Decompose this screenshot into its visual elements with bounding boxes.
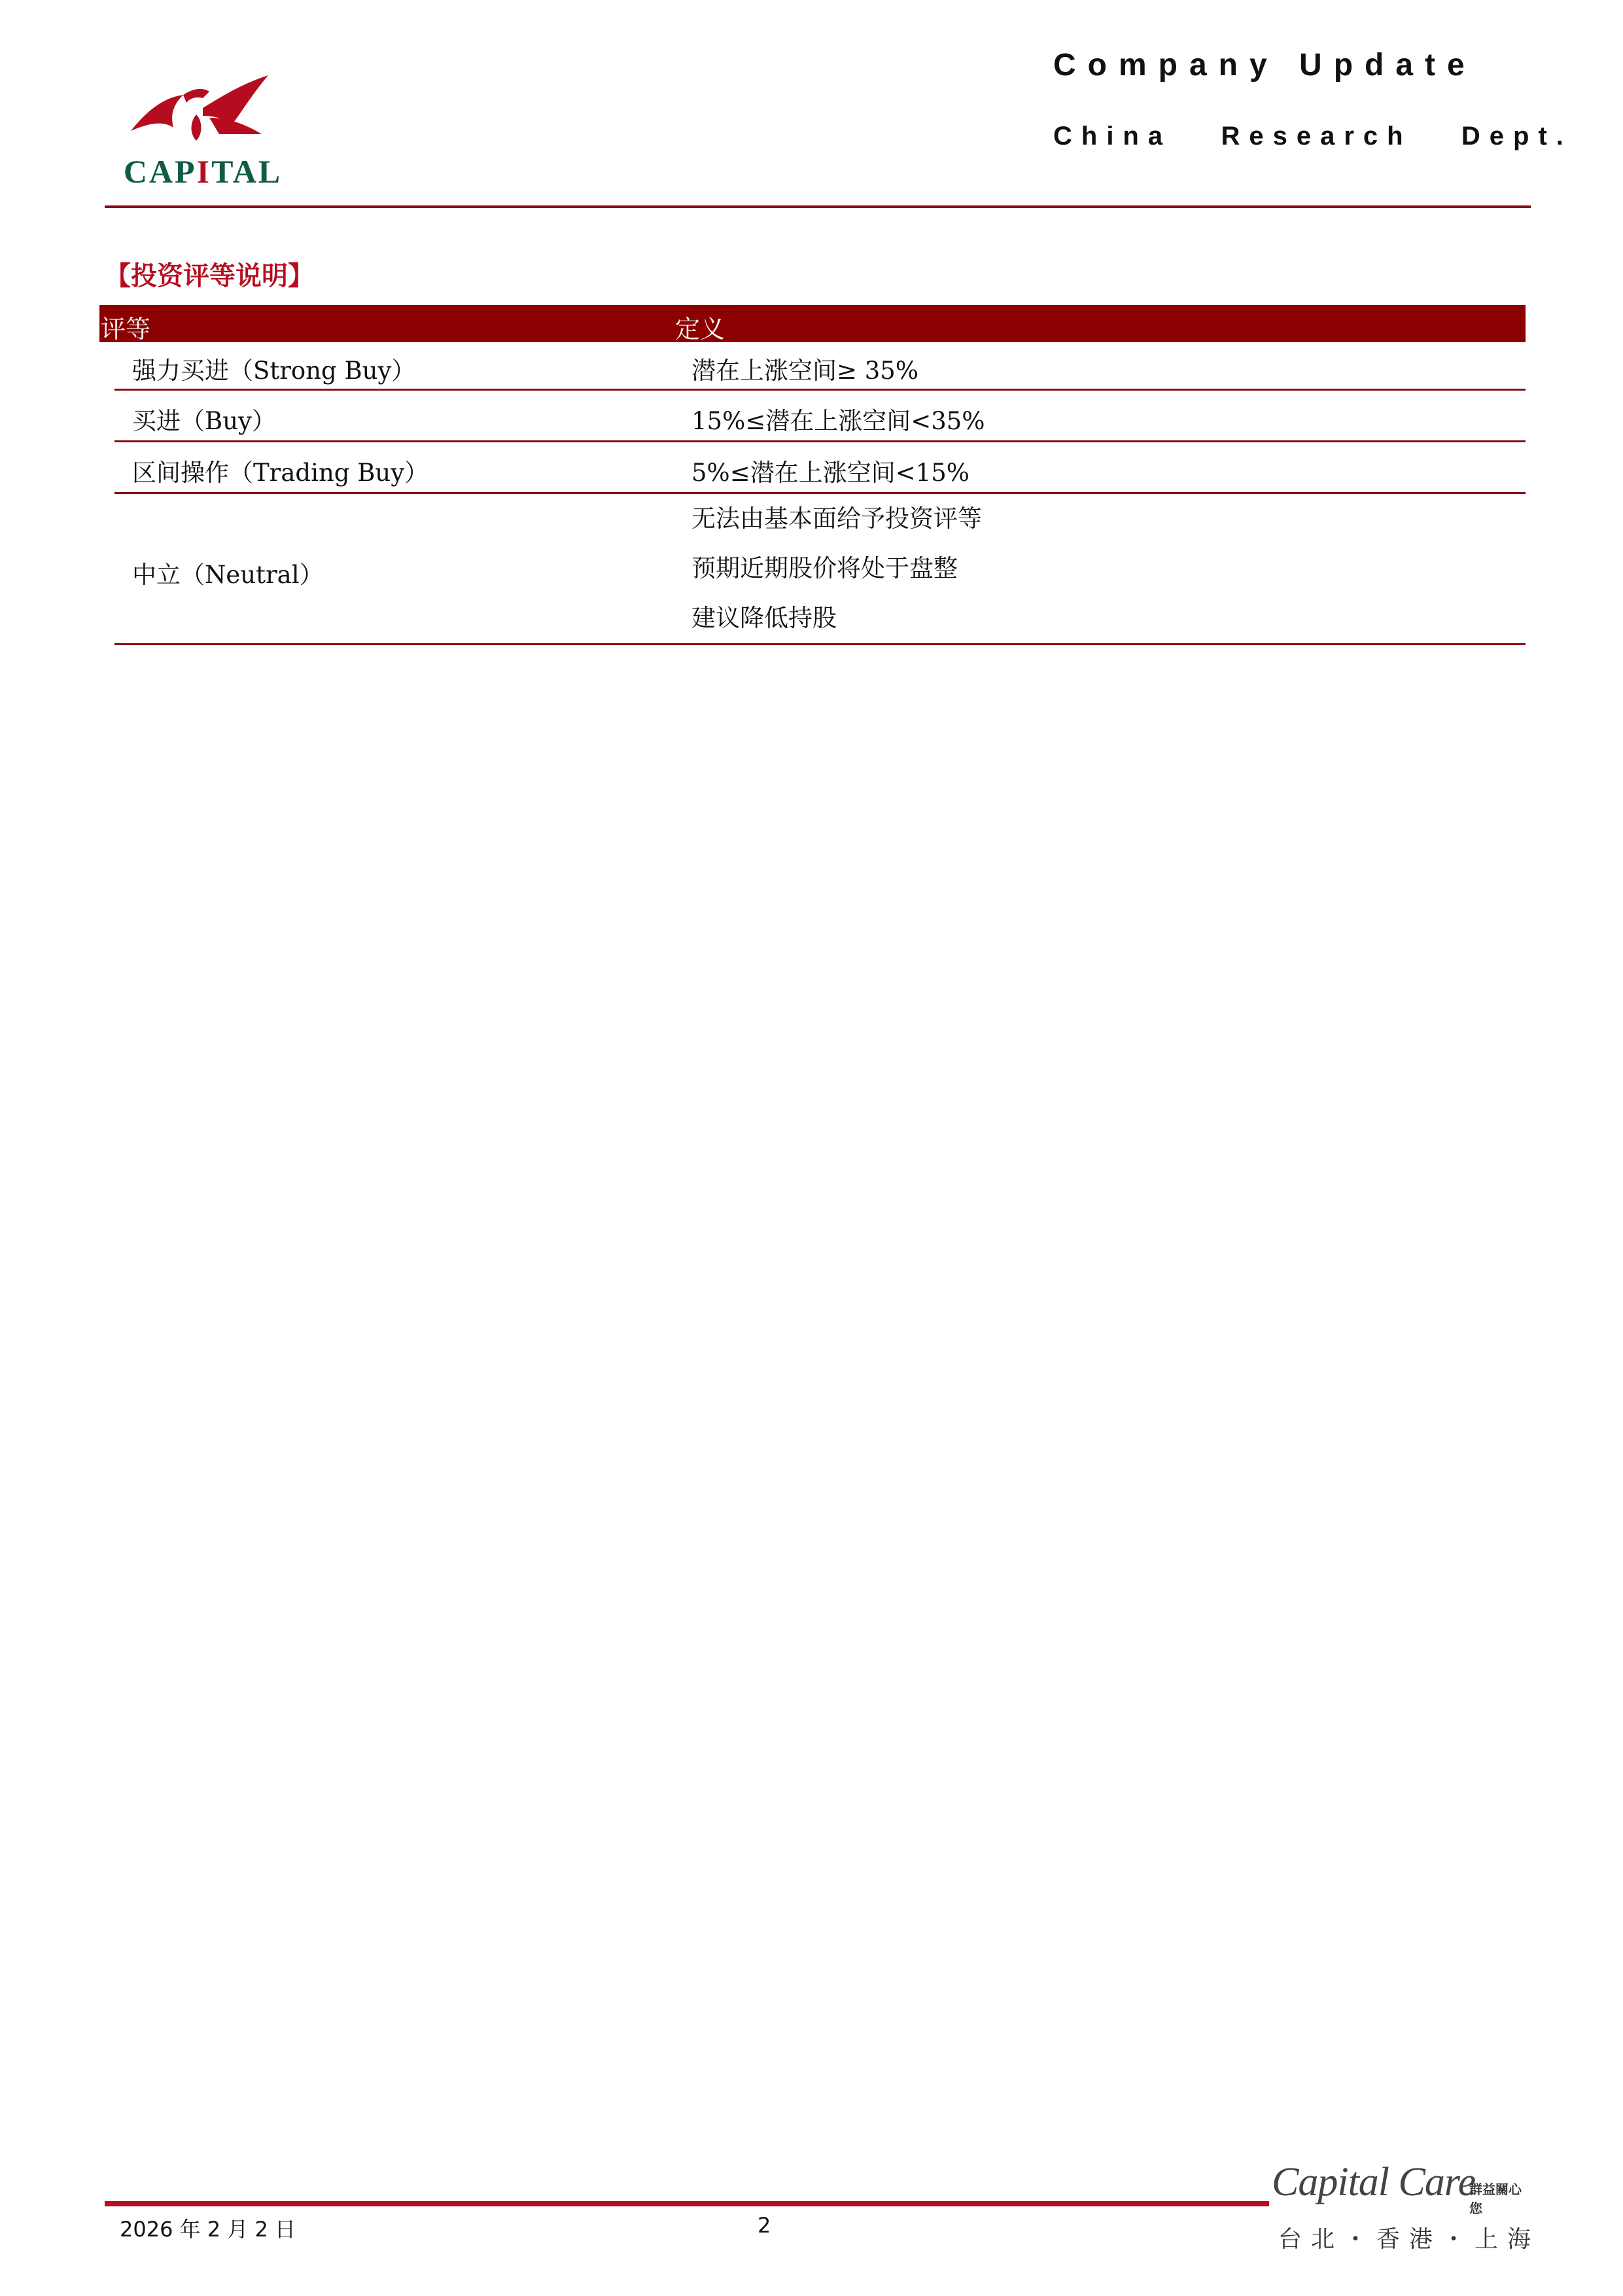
definition-cell: 潜在上涨空间≥ 35%: [691, 357, 919, 385]
rating-cell: 区间操作（Trading Buy）: [132, 459, 429, 487]
header-divider: [105, 205, 1531, 208]
department-subtitle: China Research Dept.: [1053, 122, 1573, 150]
rating-cell: 强力买进（Strong Buy）: [132, 357, 416, 385]
report-type-title: Company Update: [1053, 48, 1476, 82]
capital-care-brand: [1272, 2159, 1533, 2216]
capital-logo: [105, 69, 301, 193]
office-cities: 台北・香港・上海: [1278, 2226, 1541, 2253]
table-row: [114, 342, 1526, 391]
definition-line: 预期近期股价将处于盘整: [691, 554, 958, 582]
table-row: [114, 391, 1526, 442]
table-row: [114, 442, 1526, 494]
definition-line: 无法由基本面给予投资评等: [691, 504, 982, 533]
rating-table-header: [99, 305, 1526, 342]
logo-wordmark: [105, 152, 301, 190]
column-header-definition: 定义: [675, 315, 725, 344]
logo-wordmark-red-letter: I: [196, 153, 212, 190]
definition-cell: 5%≤潜在上涨空间<15%: [691, 459, 969, 487]
logo-wordmark-part2: TAL: [211, 153, 283, 190]
footer-divider: [105, 2201, 1269, 2206]
logo-wordmark-part1: CAP: [123, 153, 197, 190]
column-header-rating: 评等: [101, 315, 151, 344]
definition-cell: [691, 494, 982, 643]
table-row: [114, 494, 1526, 645]
rating-cell: 中立（Neutral）: [132, 561, 324, 589]
brand-script-text: Capital Care: [1272, 2160, 1476, 2204]
page-number: 2: [758, 2213, 771, 2238]
report-date: 2026 年 2 月 2 日: [120, 2217, 296, 2242]
brand-slogan: 群益關心您: [1469, 2181, 1522, 2216]
definition-line: 建议降低持股: [691, 604, 837, 632]
definition-cell: 15%≤潜在上涨空间<35%: [691, 407, 985, 435]
rating-cell: 买进（Buy）: [132, 407, 276, 435]
section-title: 【投资评等说明】: [105, 261, 314, 291]
